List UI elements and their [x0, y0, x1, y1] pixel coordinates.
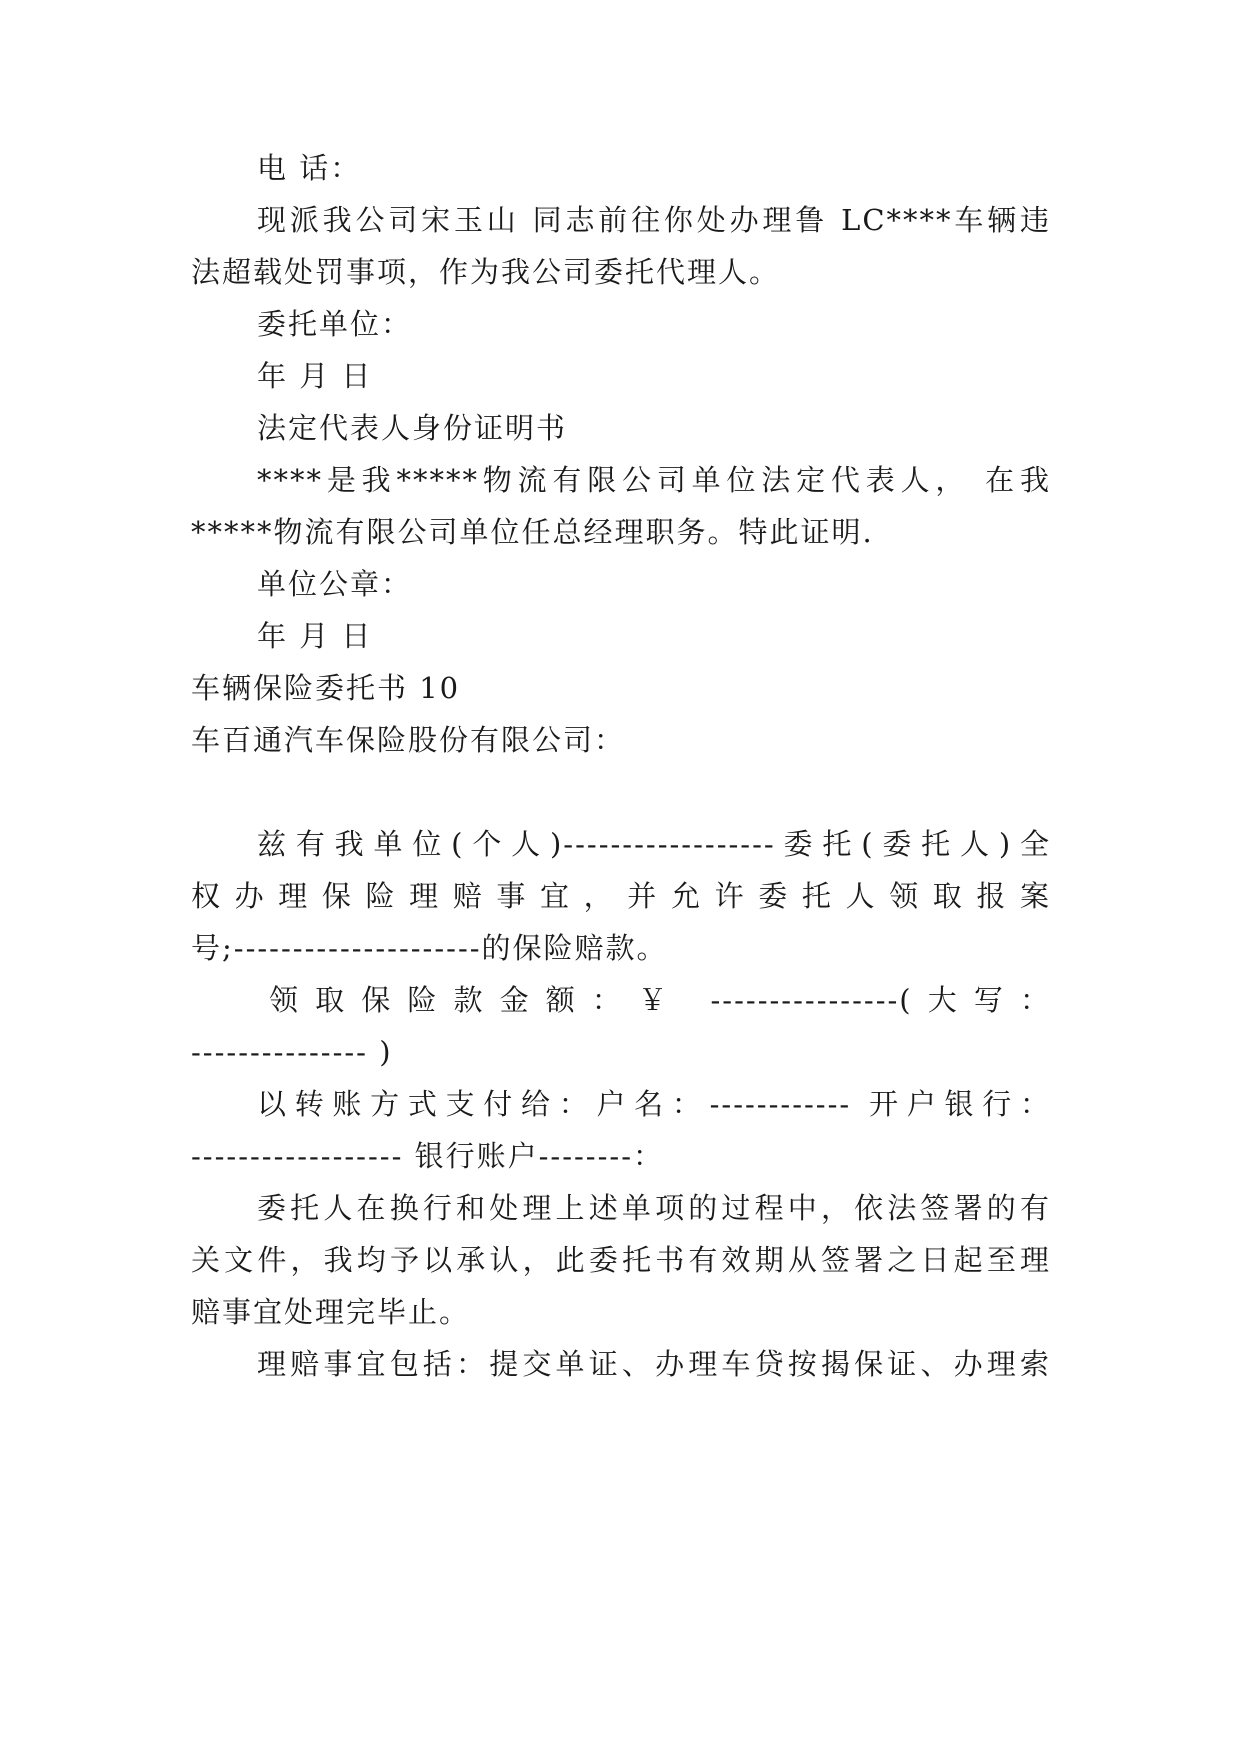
paragraph-line: ****是我*****物流有限公司单位法定代表人， 在我	[257, 463, 1051, 497]
amount-line: --------------- )	[191, 1035, 393, 1069]
payment-line: 以转账方式支付给：户名：------------ 开户银行：	[257, 1087, 1051, 1121]
paragraph-line: 关文件，我均予以承认，此委托书有效期从签署之日起至理	[191, 1243, 1051, 1277]
entrusting-unit-label: 委托单位：	[257, 307, 413, 341]
paragraph-line: *****物流有限公司单位任总经理职务。特此证明.	[191, 515, 874, 549]
date-line: 年 月 日	[257, 359, 373, 393]
date-line: 年 月 日	[257, 619, 373, 653]
seal-label: 单位公章：	[257, 567, 413, 601]
section-title: 法定代表人身份证明书	[257, 411, 568, 445]
paragraph-line: 法超载处罚事项，作为我公司委托代理人。	[191, 255, 781, 289]
paragraph-line: 现派我公司宋玉山 同志前往你处办理鲁 LC****车辆违	[257, 203, 1051, 237]
paragraph-line: 兹有我单位(个人)------------------委托(委托人)全	[257, 827, 1051, 861]
paragraph-line: 权办理保险理赔事宜，并允许委托人领取报案	[191, 879, 1051, 913]
paragraph-line: 号;---------------------的保险赔款。	[191, 931, 668, 965]
payment-line: ------------------ 银行账户--------：	[191, 1139, 664, 1173]
paragraph-line: 委托人在换行和处理上述单项的过程中，依法签署的有	[257, 1191, 1051, 1225]
phone-label: 电 话：	[257, 151, 362, 185]
paragraph-line: 赔事宜处理完毕止。	[191, 1295, 471, 1329]
paragraph-line: 理赔事宜包括：提交单证、办理车贷按揭保证、办理索	[257, 1347, 1051, 1381]
amount-line: 领取保险款金额：￥ ----------------(大写：	[269, 983, 1051, 1017]
addressee-line: 车百通汽车保险股份有限公司：	[191, 723, 626, 757]
section-title: 车辆保险委托书 10	[191, 671, 461, 705]
